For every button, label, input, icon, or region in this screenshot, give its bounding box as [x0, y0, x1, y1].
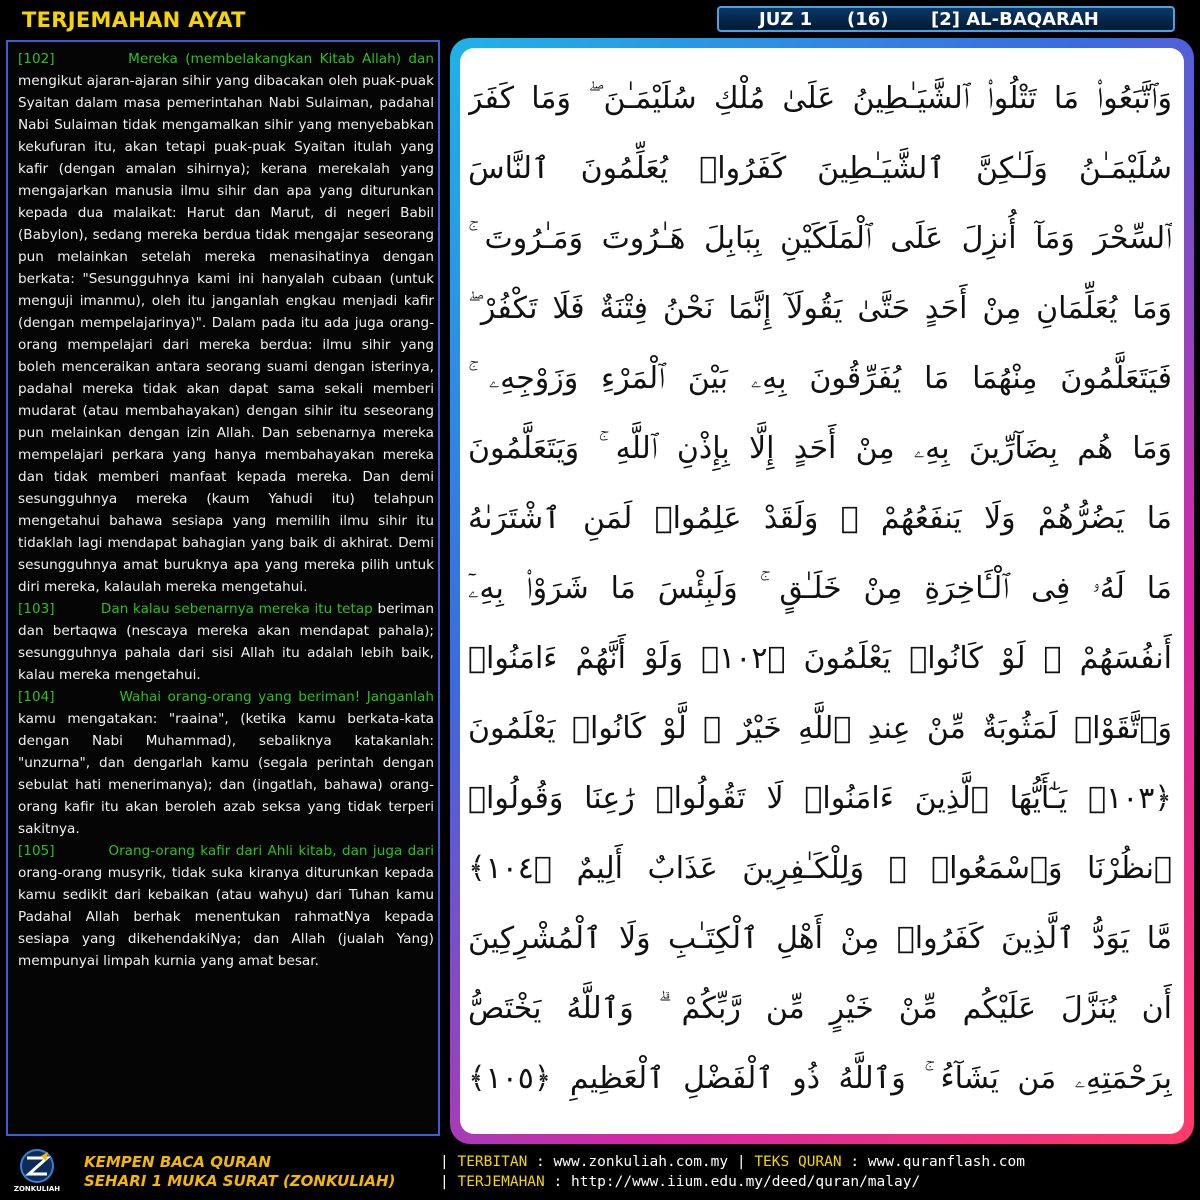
terbitan-label: TERBITAN: [457, 1154, 528, 1170]
verse-text-104: kamu mengatakan: "raaina", (ketika kamu berkata-kata dengan Nabi Muhammad), sebaliknya katakanlah: "unzurna", dan dengarlah kamu (segala perintah dengan sebulat hati menerimanya); dan (ingatlah, bahawa) orang-orang kafir itu akan beroleh azab seksa yang tidak terperi sakitnya.: [18, 711, 434, 837]
page-number: (16): [847, 9, 889, 30]
verse-lead-103: Dan kalau sebenarnya mereka itu tetap: [100, 601, 373, 617]
terbitan-link[interactable]: www.zonkuliah.com.my: [553, 1154, 729, 1170]
quran-line-3: ٱلسِّحْرَ وَمَآ أُنزِلَ عَلَى ٱلْمَلَكَيْنِ بِبَابِلَ هَـٰرُوتَ وَمَـٰرُوتَ ۚ: [468, 221, 1172, 256]
quran-line-11: ﴿١٠٣﴾ يَـٰٓأَيُّهَا ٱلَّذِينَ ءَامَنُوا۟ لَا تَقُولُوا۟ رَٰعِنَا وَقُولُوا۟: [468, 781, 1172, 816]
quran-line-8: مَا لَهُۥ فِى ٱلْـَٔاخِرَةِ مِنْ خَلَـٰقٍ ۚ وَلَبِئْسَ مَا شَرَوْا۟ بِهِۦٓ: [468, 571, 1172, 606]
verse-105: [18, 840, 434, 972]
surah-name: [2] AL-BAQARAH: [931, 9, 1099, 30]
quran-line-7: مَا يَضُرُّهُمْ وَلَا يَنفَعُهُمْ ۚ وَلَقَدْ عَلِمُوا۟ لَمَنِ ٱشْتَرَىٰهُ: [468, 501, 1172, 536]
quran-line-4: وَمَا يُعَلِّمَانِ مِنْ أَحَدٍ حَتَّىٰ يَقُولَآ إِنَّمَا نَحْنُ فِتْنَةٌ فَلَا تَكْفُرْ ۖ: [468, 291, 1172, 326]
verse-number-105: [105]: [18, 843, 55, 859]
verse-text-105: orang-orang musyrik, tidak suka kiranya diturunkan kepada kamu sedikit dari kebaikan (atau wahyu) dari Tuhan kamu Padahal Allah berhak menentukan rahmatNya kepada sesiapa yang dikehendakiNya; dan Allah (jualah Yang) mempunyai limpah kurnia yang amat besar.: [18, 865, 434, 969]
verse-text-103: beriman dan bertaqwa (nescaya mereka akan mendapat pahala); sesungguhnya pahala dari sisi Allah itu adalah lebih baik, kalau mereka mengetahui.: [18, 601, 434, 683]
verse-lead-105: Orang-orang kafir dari Ahli kitab, dan juga dari: [108, 843, 434, 859]
quran-line-15: بِرَحْمَتِهِۦ مَن يَشَآءُ ۚ وَٱللَّهُ ذُو ٱلْفَضْلِ ٱلْعَظِيمِ ﴿١٠٥﴾: [468, 1061, 1172, 1096]
quran-line-13: مَّا يَوَدُّ ٱلَّذِينَ كَفَرُوا۟ مِنْ أَهْلِ ٱلْكِتَـٰبِ وَلَا ٱلْمُشْرِكِينَ: [468, 921, 1172, 956]
verse-lead-104: Wahai orang-orang yang beriman! Janganlah: [119, 689, 434, 705]
quran-line-10: وَٱتَّقَوْا۟ لَمَثُوبَةٌ مِّنْ عِندِ ٱللَّهِ خَيْرٌ ۖ لَّوْ كَانُوا۟ يَعْلَمُونَ: [468, 711, 1172, 746]
terjemahan-label: TERJEMAHAN: [457, 1174, 545, 1190]
quran-line-6: وَمَا هُم بِضَآرِّينَ بِهِۦ مِنْ أَحَدٍ إِلَّا بِإِذْنِ ٱللَّهِ ۚ وَيَتَعَلَّمُونَ: [468, 431, 1172, 466]
credits-row-2: | TERJEMAHAN : http://www.iium.edu.my/deed/quran/malay/: [440, 1174, 921, 1190]
verse-number-102: [102]: [18, 51, 55, 67]
translation-title: TERJEMAHAN AYAT: [22, 8, 246, 32]
translation-text: [18, 48, 434, 972]
credits-row-1: | TERBITAN : www.zonkuliah.com.my | TEKS QURAN : www.quranflash.com: [440, 1154, 1025, 1170]
juz-label: JUZ 1: [759, 9, 813, 30]
mushaf-frame: [450, 38, 1194, 1144]
quran-line-14: أَن يُنَزَّلَ عَلَيْكُم مِّنْ خَيْرٍ مِّن رَّبِّكُمْ ۗ وَٱللَّهُ يَخْتَصُّ: [468, 991, 1172, 1026]
verse-number-104: [104]: [18, 689, 55, 705]
quran-line-5: فَيَتَعَلَّمُونَ مِنْهُمَا مَا يُفَرِّقُونَ بِهِۦ بَيْنَ ٱلْمَرْءِ وَزَوْجِهِۦ ۚ: [468, 361, 1172, 396]
verse-text-102: mengikut ajaran-ajaran sihir yang dibacakan oleh puak-puak Syaitan dalam masa pemerintahan Nabi Sulaiman, padahal Nabi Sulaiman tidak mengamalkan sihir yang menyebabkan kekufuran itu, akan tetapi puak-puak Syaitan itulah yang kafir (dengan amalan sihirnya); kerana merekalah yang mengajarkan manusia ilmu sihir dan apa yang diturunkan kepada dua malaikat: Harut dan Marut, di negeri Babil (Babylon), sedang mereka berdua tidak mengajar seseorang pun melainkan setelah mereka menasihatinya dengan berkata: "Sesungguhnya kami ini hanyalah cubaan (untuk menguji imanmu), oleh itu janganlah engkau menjadi kafir (dengan mempelajarinya)". Dalam pada itu ada juga orang-orang mempelajari dari mereka berdua: ilmu sihir yang boleh menceraikan antara seorang suami dengan isterinya, padahal mereka tidak akan dapat sama sekali memberi mudarat (atau membahayakan) dengan sihir itu seseorang pun melainkan dengan izin Allah. Dan sebenarnya mereka mempelajari perkara yang hanya membahayakan mereka dan tidak memberi manfaat kepada mereka. Dan demi sesungguhnya mereka (kaum Yahudi itu) telahpun mengetahui bahawa sesiapa yang memilih ilmu sihir itu tidaklah lagi mendapat bahagian yang baik di akhirat. Demi sesungguhnya amat buruknya apa yang mereka pilih untuk diri mereka, kalaulah mereka mengetahui.: [18, 73, 434, 595]
mushaf-page: [460, 48, 1184, 1134]
zonkuliah-logo: [6, 1148, 68, 1194]
translation-header: [0, 6, 445, 34]
zonkuliah-logo-icon: [6, 1148, 68, 1194]
teks-quran-label: TEKS QURAN: [754, 1154, 842, 1170]
verse-103: [18, 598, 434, 686]
terjemahan-link[interactable]: http://www.iium.edu.my/deed/quran/malay/: [570, 1174, 921, 1190]
campaign-line-2: SEHARI 1 MUKA SURAT (ZONKULIAH): [84, 1172, 396, 1190]
quran-line-1: وَٱتَّبَعُوا۟ مَا تَتْلُوا۟ ٱلشَّيَـٰطِينُ عَلَىٰ مُلْكِ سُلَيْمَـٰنَ ۖ وَمَا كَفَرَ: [468, 81, 1172, 116]
quran-line-9: أَنفُسَهُمْ ۚ لَوْ كَانُوا۟ يَعْلَمُونَ ﴿١٠٢﴾ وَلَوْ أَنَّهُمْ ءَامَنُوا۟: [468, 641, 1172, 676]
quran-line-2: سُلَيْمَـٰنُ وَلَـٰكِنَّ ٱلشَّيَـٰطِينَ كَفَرُوا۟ يُعَلِّمُونَ ٱلنَّاسَ: [468, 151, 1172, 186]
credits: [440, 1152, 1196, 1192]
verse-102: [18, 48, 434, 598]
juz-surah-bar: [717, 6, 1175, 32]
verse-number-103: [103]: [18, 601, 55, 617]
logo-label: ZONKULIAH: [13, 1185, 61, 1193]
verse-lead-102: Mereka (membelakangkan Kitab Allah) dan: [128, 51, 434, 67]
teks-quran-link[interactable]: www.quranflash.com: [867, 1154, 1025, 1170]
verse-104: [18, 686, 434, 840]
quran-line-12: ٱنظُرْنَا وَٱسْمَعُوا۟ ۗ وَلِلْكَـٰفِرِينَ عَذَابٌ أَلِيمٌ ﴿١٠٤﴾: [468, 851, 1172, 886]
translation-panel: [6, 40, 440, 1136]
campaign-line-1: KEMPEN BACA QURAN: [84, 1153, 271, 1171]
